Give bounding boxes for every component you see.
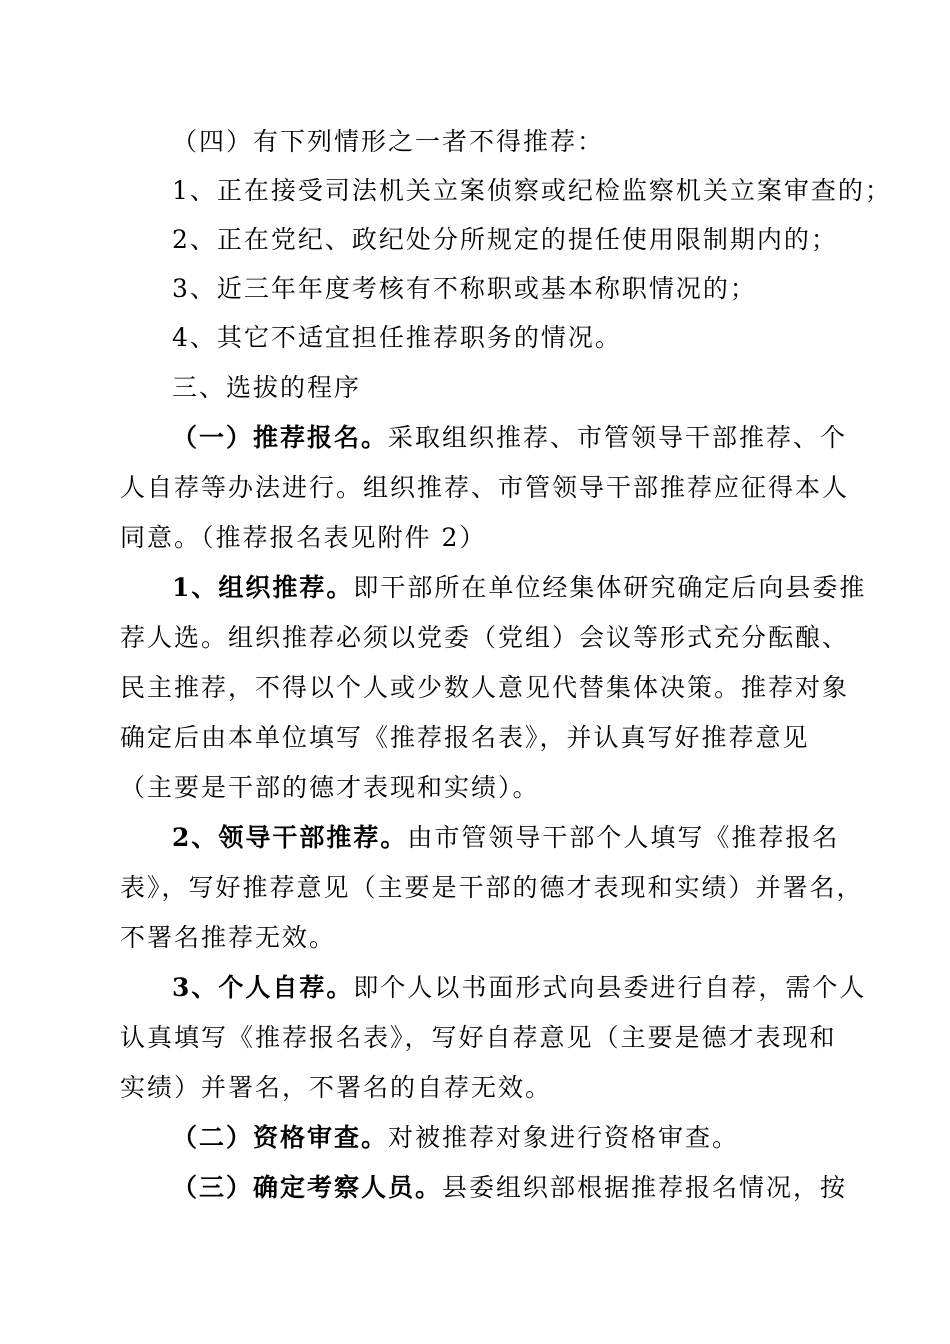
paragraph-line <box>172 820 839 856</box>
paragraph-text: 即干部所在单位经集体研究确定后向县委推 <box>353 573 867 602</box>
section-heading-4: （四）有下列情形之一者不得推荐： <box>172 127 605 156</box>
paragraph-text: 即个人以书面形式向县委进行自荐，需个人 <box>353 973 867 1002</box>
paragraph-line <box>172 420 847 456</box>
paragraph-line: 认真填写《推荐报名表》，写好自荐意见（主要是德才表现和 <box>120 1023 837 1052</box>
paragraph-text: 县委组织部根据推荐报名情况，按 <box>442 1173 848 1202</box>
list-item: 2、正在党纪、政纪处分所规定的提任使用限制期内的； <box>172 225 838 254</box>
paragraph-text: 由市管领导干部个人填写《推荐报名 <box>407 823 840 852</box>
paragraph-lead: 1、组织推荐。 <box>172 573 354 602</box>
paragraph-line: （主要是干部的德才表现和实绩）。 <box>120 773 540 802</box>
list-item: 3、近三年年度考核有不称职或基本称职情况的； <box>172 274 757 303</box>
paragraph-line: 民主推荐，不得以个人或少数人意见代替集体决策。推荐对象 <box>120 673 850 702</box>
paragraph-line: 荐人选。组织推荐必须以党委（党组）会议等形式充分酝酿、 <box>120 623 850 652</box>
paragraph-lead: （二）资格审查。 <box>172 1123 389 1152</box>
list-item: 4、其它不适宜担任推荐职务的情况。 <box>172 323 622 352</box>
paragraph-line: 不署名推荐无效。 <box>120 923 337 952</box>
paragraph-lead: 3、个人自荐。 <box>172 973 354 1002</box>
paragraph-text: 对被推荐对象进行资格审查。 <box>388 1123 740 1152</box>
list-item: 1、正在接受司法机关立案侦察或纪检监察机关立案审查的； <box>172 176 892 205</box>
paragraph-text: 采取组织推荐、市管领导干部推荐、个 <box>388 423 848 452</box>
paragraph-lead: 2、领导干部推荐。 <box>172 823 408 852</box>
paragraph-line: 同意。（推荐报名表见附件 2） <box>120 523 487 552</box>
paragraph-line: 确定后由本单位填写《推荐报名表》，并认真写好推荐意见 <box>120 723 810 752</box>
paragraph-lead: （一）推荐报名。 <box>172 423 389 452</box>
paragraph-line <box>172 1120 739 1156</box>
paragraph-line: 实绩）并署名，不署名的自荐无效。 <box>120 1073 553 1102</box>
part-heading: 三、选拔的程序 <box>172 373 362 402</box>
paragraph-line: 表》，写好推荐意见（主要是干部的德才表现和实绩）并署名， <box>120 873 864 902</box>
paragraph-line: 人自荐等办法进行。组织推荐、市管领导干部推荐应征得本人 <box>120 473 850 502</box>
paragraph-line <box>172 1170 847 1206</box>
paragraph-line <box>172 970 866 1006</box>
paragraph-lead: （三）确定考察人员。 <box>172 1173 443 1202</box>
paragraph-line <box>172 570 866 606</box>
